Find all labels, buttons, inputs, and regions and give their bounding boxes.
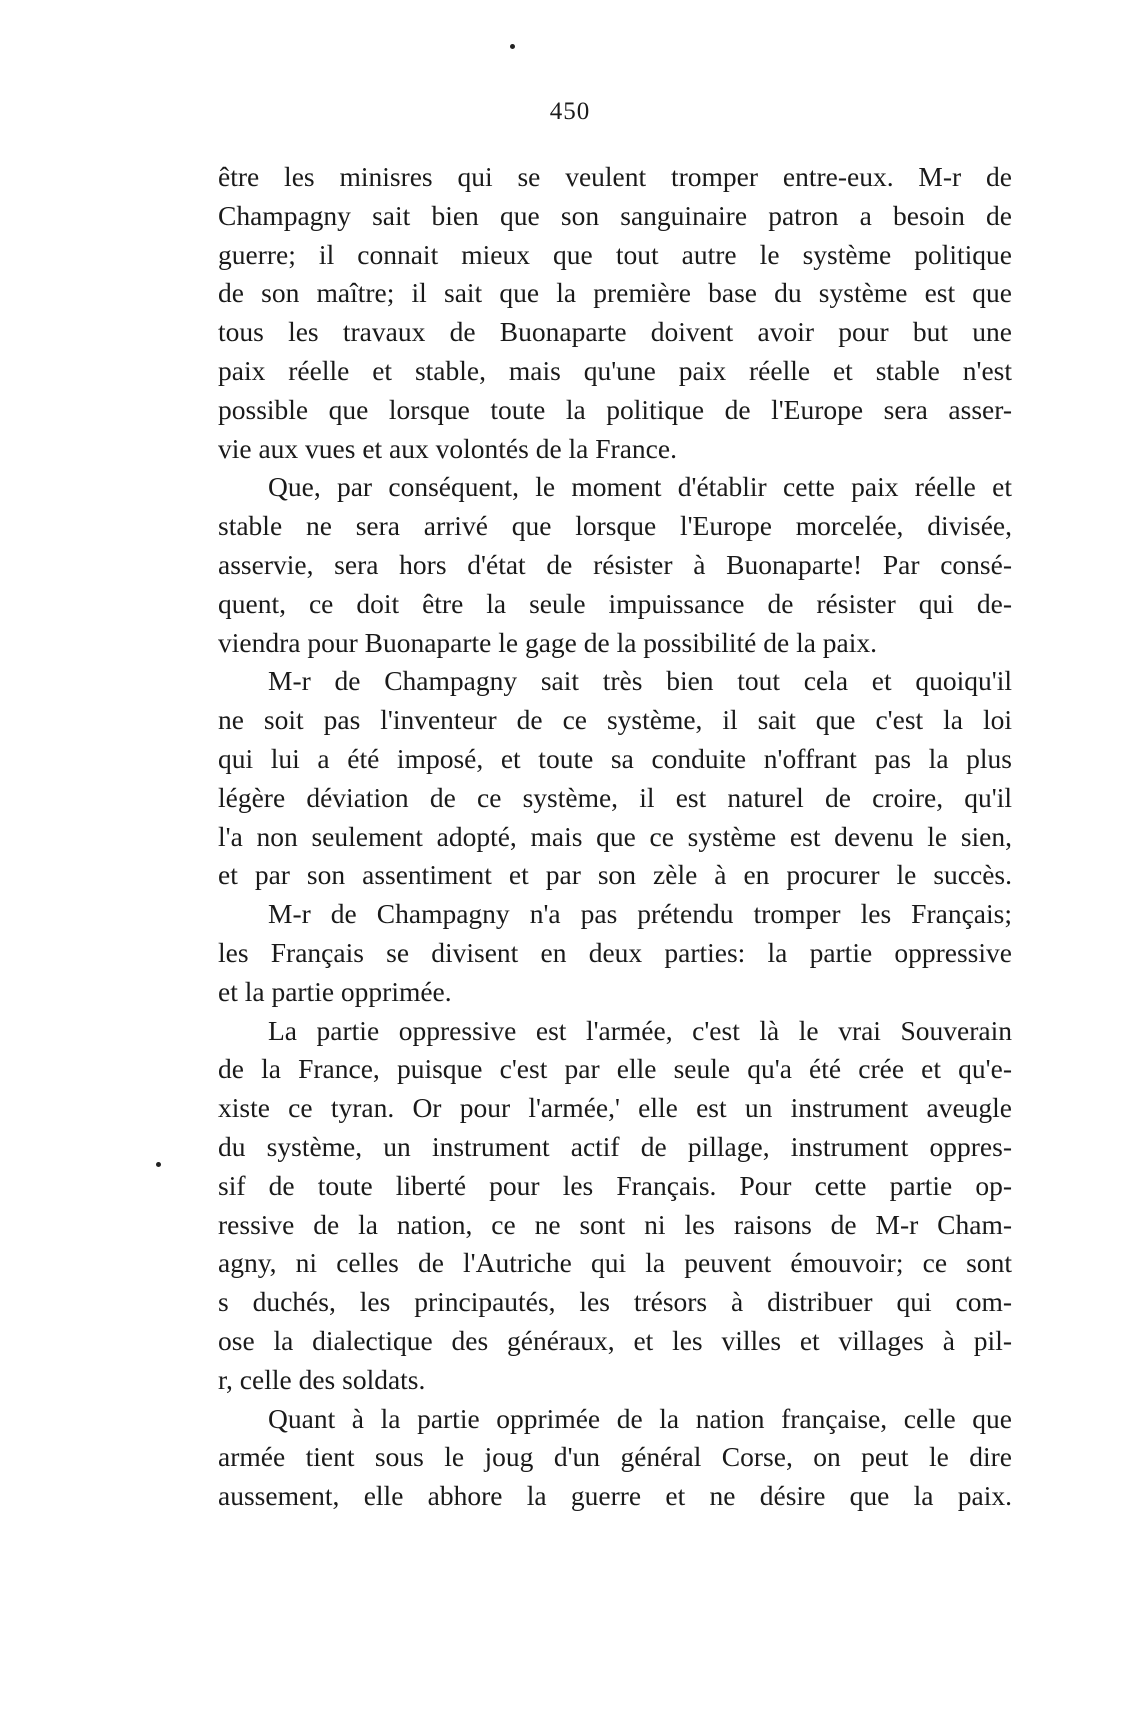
text-line: armée tient sous le joug d'un général Corse, on peut le dire [218, 1441, 1012, 1473]
text-line: agny, ni celles de l'Autriche qui la peuvent émouvoir; ce sont [218, 1247, 1012, 1279]
text-line: légère déviation de ce système, il est naturel de croire, qu'il [218, 781, 1012, 813]
text-line: M-r de Champagny n'a pas prétendu tromper les Français; [268, 898, 1012, 930]
text-line: et par son assentiment et par son zèle à en procurer le succès. [218, 859, 1012, 891]
text-line: de son maître; il sait que la première base du système est que [218, 277, 1012, 309]
text-line: du système, un instrument actif de pillage, instrument oppres- [218, 1130, 1012, 1162]
text-line: paix réelle et stable, mais qu'une paix réelle et stable n'est [218, 354, 1012, 386]
text-line: Champagny sait bien que son sanguinaire patron a besoin de [218, 199, 1012, 231]
paragraph [218, 1012, 1012, 1400]
page-number: 450 [549, 98, 591, 125]
text-line: les Français se divisent en deux parties: la partie oppressive [218, 936, 1012, 968]
text-line: de la France, puisque c'est par elle seule qu'a été crée et qu'e- [218, 1053, 1012, 1085]
text-line: et la partie opprimée. [218, 975, 452, 1007]
text-line: aussement, elle abhore la guerre et ne désire que la paix. [218, 1480, 1012, 1512]
text-line: Quant à la partie opprimée de la nation française, celle que [268, 1402, 1012, 1434]
ink-speck [156, 1162, 161, 1167]
text-line: stable ne sera arrivé que lorsque l'Europe morcelée, divisée, [218, 510, 1012, 542]
text-line: être les minisres qui se veulent tromper entre-eux. M-r de [218, 161, 1012, 192]
text-line: vie aux vues et aux volontés de la France. [218, 432, 677, 464]
text-line: xiste ce tyran. Or pour l'armée,' elle est un instrument aveugle [218, 1092, 1012, 1124]
paragraph [218, 158, 1012, 468]
ink-speck [510, 44, 515, 49]
text-line: ose la dialectique des généraux, et les villes et villages à pil- [218, 1324, 1012, 1356]
text-line: La partie oppressive est l'armée, c'est là le vrai Souverain [268, 1014, 1012, 1046]
text-line: r, celle des soldats. [218, 1363, 426, 1395]
text-line: qui lui a été imposé, et toute sa conduite n'offrant pas la plus [218, 742, 1012, 774]
text-line: ressive de la nation, ce ne sont ni les raisons de M-r Cham- [218, 1208, 1012, 1240]
text-line: M-r de Champagny sait très bien tout cela et quoiqu'il [268, 665, 1012, 697]
text-line: quent, ce doit être la seule impuissance de résister qui de- [218, 587, 1012, 619]
text-line: guerre; il connait mieux que tout autre le système politique [218, 238, 1012, 270]
paragraph [218, 468, 1012, 662]
text-line: ne soit pas l'inventeur de ce système, il sait que c'est la loi [218, 704, 1012, 736]
paragraph [218, 1400, 1012, 1516]
text-line: sif de toute liberté pour les Français. Pour cette partie op- [218, 1169, 1012, 1201]
paragraph [218, 662, 1012, 895]
text-line: s duchés, les principautés, les trésors à distribuer qui com- [218, 1286, 1012, 1318]
text-line: tous les travaux de Buonaparte doivent avoir pour but une [218, 316, 1012, 348]
text-line: l'a non seulement adopté, mais que ce système est devenu le sien, [218, 820, 1012, 852]
paragraph [218, 895, 1012, 1011]
text-line: Que, par conséquent, le moment d'établir cette paix réelle et [268, 471, 1012, 503]
body-text [218, 158, 1012, 1516]
text-line: possible que lorsque toute la politique de l'Europe sera asser- [218, 393, 1012, 425]
text-line: asservie, sera hors d'état de résister à Buonaparte! Par consé- [218, 548, 1012, 580]
text-line: viendra pour Buonaparte le gage de la possibilité de la paix. [218, 626, 878, 658]
